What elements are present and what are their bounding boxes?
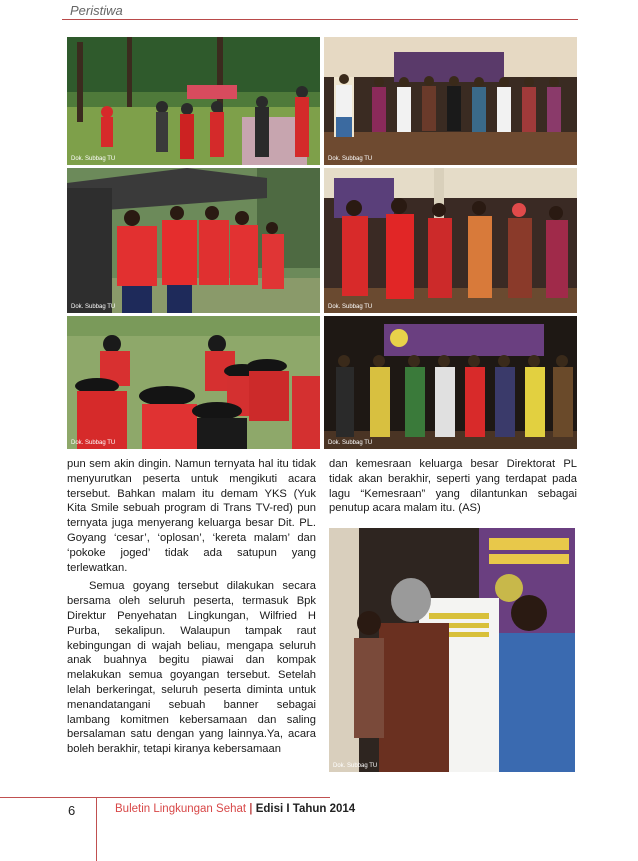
photo-credit: Dok. Subbag TU [328,156,373,162]
photo-credit: Dok. Subbag TU [71,440,116,446]
right-paragraph-1: dan kemesraan keluarga besar Direktorat PL tidak akan berakhir, seperti yang terdapat pada lagu “Kemesraan” yang dilantunkan sebagai penutup acara malam itu. (AS) [329,458,577,515]
footer-divider [0,797,330,798]
footer-vertical-divider [96,797,97,861]
photo-outdoor-field [67,37,320,165]
footer-publication-info [115,803,355,815]
right-text-column [329,457,577,516]
photo-credit: Dok. Subbag TU [328,440,373,446]
edition-label: Edisi I Tahun 2014 [255,803,356,815]
photo-credit: Dok. Subbag TU [333,763,378,769]
left-paragraph-1: pun sem akin dingin. Namun ternyata hal itu tidak menyurutkan peserta untuk mengikuti acara tersebut. Bahkan malam itu demam YKS (Yuk Kita Smile sebuah program di Trans TV-red) pun ternyata juga menyerang keluarga besar Dit. PL. Goyang ‘cesar’, ‘oplosan’, ‘kereta malam’ dan ‘pokoke joged’ tidak ada satupun yang terlewatkan. [67,458,316,574]
photo-indoor-group [324,37,577,165]
photo-signing-banner [329,528,575,772]
footer-separator: | [249,803,253,815]
photo-traditional-costumes [324,316,577,449]
left-paragraph-2: Semua goyang tersebut dilakukan secara bersama oleh seluruh peserta, termasuk Bpk Direktur Penyehatan Lingkungan, Wilfried H Purba, sekalipun. Walaupun tampak raut kebingungan di wajah beliau, mengapa seluruh anak buahnya begitu piawai dan kompak melakukan semua goyangan tersebut. Setelah lelah berkeringat, seluruh peserta diminta untuk menandatangani sebuah banner sebagai lambang komitmen kebersamaan dan saling bersalaman satu dengan yang lainnya.Ya, acara boleh berakhir, tetapi kiranya kebersamaan [67,580,316,756]
left-text-column [67,457,316,757]
header-divider [62,19,578,20]
photo-red-costumes [324,168,577,313]
publication-name: Buletin Lingkungan Sehat [115,803,247,815]
photo-credit: Dok. Subbag TU [71,304,116,310]
photo-credit: Dok. Subbag TU [71,156,116,162]
photo-credit: Dok. Subbag TU [328,304,373,310]
section-title: Peristiwa [70,3,123,18]
photo-hats-group [67,316,320,449]
photo-tarp-activity [67,168,320,313]
page-number: 6 [68,803,76,818]
